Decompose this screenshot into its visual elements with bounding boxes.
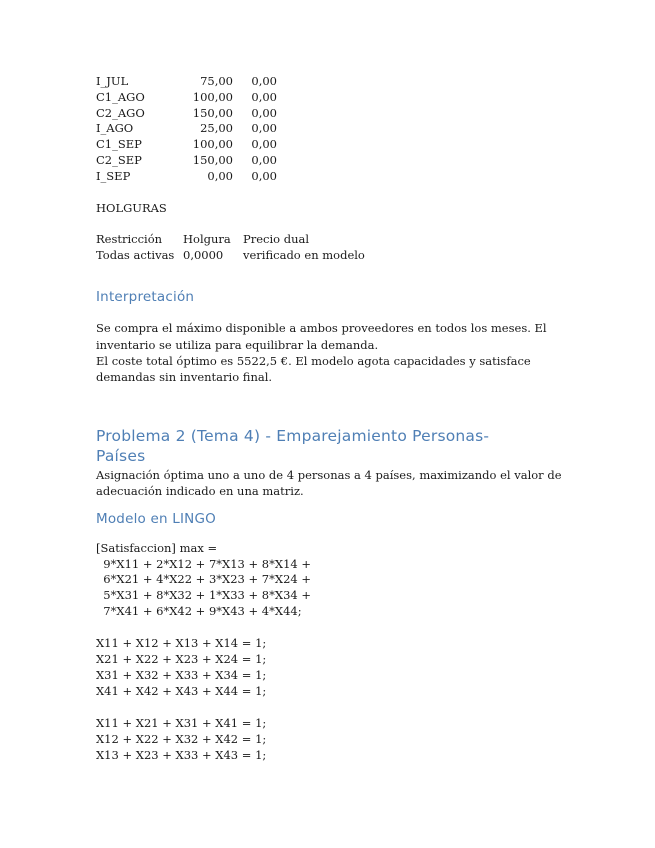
lingo-objective — [96, 541, 566, 621]
interpretacion-body — [96, 320, 566, 385]
code-line: X21 + X22 + X23 + X24 = 1; — [96, 652, 267, 667]
code-line: 6*X21 + 4*X22 + 3*X23 + 7*X24 + — [96, 572, 311, 587]
problema2-heading-line1: Problema 2 (Tema 4) - Emparejamiento Personas- — [96, 427, 490, 446]
interpretacion-paragraph-2: El coste total óptimo es 5522,5 €. El modelo agota capacidades y satisface demandas sin inventario final. — [96, 353, 531, 384]
code-line: 9*X11 + 2*X12 + 7*X13 + 8*X14 + — [96, 556, 311, 571]
holguras-table — [96, 231, 566, 263]
code-line: X11 + X21 + X31 + X41 = 1; — [96, 715, 267, 730]
interpretacion-heading: Interpretación — [96, 289, 195, 306]
code-line: X13 + X23 + X33 + X43 = 1; — [96, 747, 267, 762]
holguras-header-row: Restricción Holgura Precio dual — [96, 232, 310, 247]
table-row: I_JUL 75,00 0,00 — [96, 74, 277, 88]
code-line: [Satisfaccion] max = — [96, 540, 218, 555]
interpretacion-paragraph-1: Se compra el máximo disponible a ambos proveedores en todos los meses. El inventario se utiliza para equilibrar la demanda. — [96, 321, 547, 352]
holguras-data-row: Todas activas 0,0000 verificado en modelo — [96, 248, 365, 263]
problema2-heading — [96, 427, 566, 466]
modelo-heading: Modelo en LINGO — [96, 510, 216, 527]
code-line: X31 + X32 + X33 + X34 = 1; — [96, 667, 267, 682]
results-table — [96, 74, 566, 185]
code-line: 5*X31 + 8*X32 + 1*X33 + 8*X34 + — [96, 588, 311, 603]
table-row: I_SEP 0,00 0,00 — [96, 168, 277, 183]
table-row: C1_AGO 100,00 0,00 — [96, 89, 277, 104]
holguras-title: HOLGURAS — [96, 200, 167, 215]
lingo-row-constraints — [96, 636, 566, 700]
document-page — [96, 74, 566, 763]
code-line: X12 + X22 + X32 + X42 = 1; — [96, 731, 267, 746]
table-row: C2_AGO 150,00 0,00 — [96, 105, 277, 120]
lingo-column-constraints — [96, 716, 566, 764]
code-line: X11 + X12 + X13 + X14 = 1; — [96, 636, 267, 651]
problema2-heading-line2: Países — [96, 446, 146, 465]
problema2-intro: Asignación óptima uno a uno de 4 personas a 4 países, maximizando el valor de adecuación indicado en una matriz. — [96, 468, 562, 499]
code-line: X41 + X42 + X43 + X44 = 1; — [96, 683, 267, 698]
table-row: I_AGO 25,00 0,00 — [96, 121, 277, 136]
code-line: 7*X41 + 6*X42 + 9*X43 + 4*X44; — [96, 604, 302, 619]
table-row: C2_SEP 150,00 0,00 — [96, 152, 277, 167]
table-row: C1_SEP 100,00 0,00 — [96, 137, 277, 152]
